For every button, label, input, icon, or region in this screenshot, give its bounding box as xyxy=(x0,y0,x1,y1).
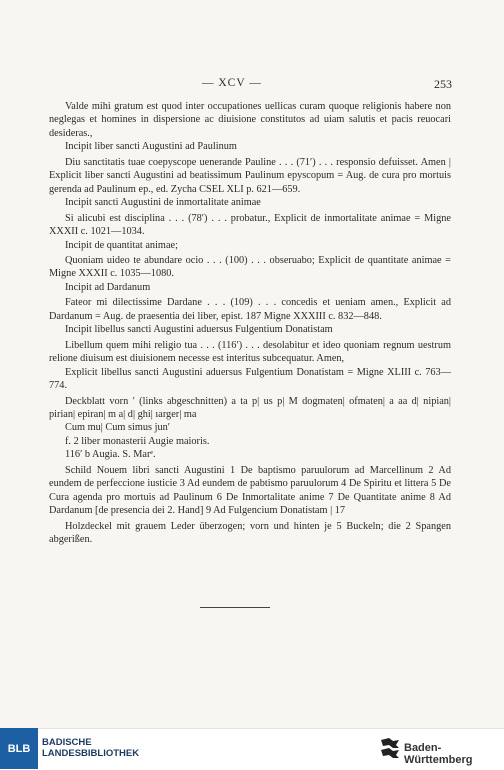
incipit-heading: Incipit ad Dardanum xyxy=(65,281,151,293)
blb-logo-icon[interactable]: BLB xyxy=(0,728,38,769)
text-paragraph: Si alicubi est disciplina . . . (78′) . . . probatur., Explicit de inmortalitate animae = Migne XXXII c. 1021—1034. xyxy=(49,212,451,238)
text-paragraph: Diu sanctitatis tuae coepyscope uenerande Pauline . . . (71′) . . . responsio defuisset. Amen | Explicit liber sancti Augustini ad beatissimum Paulinum epyscopum = Aug. de cura pro mortuis gerenda ad Paulinum ep., ed. Zycha CSEL XLI p. 621—659. xyxy=(49,156,451,195)
bw-label[interactable]: Baden-Württemberg xyxy=(404,742,473,766)
page-body xyxy=(49,100,451,547)
text-paragraph: Holzdeckel mit grauem Leder überzogen; vorn und hinten je 5 Buckeln; die 2 Spangen abgerißen. xyxy=(49,520,451,546)
text-paragraph: Valde mihi gratum est quod inter occupationes uellicas curam quoque religionis habere non neglegas et homines in dispersione ac diuisione constitutos ad uiam salutis et pacis reuocari desideras., xyxy=(49,101,451,139)
text-line: 116′ b Augia. S. Marᵉ. xyxy=(65,449,156,461)
text-paragraph: Fateor mi dilectissime Dardane . . . (109) . . . concedis et ueniam amen., Explicit ad Dardanum = Aug. de praesentia dei liber, epist. 187 Migne XXXIII c. 832—848. xyxy=(49,297,451,322)
text-paragraph: Explicit libellus sancti Augustini aduersus Fulgentium Donatistam = Migne XLIII c. 763—774. xyxy=(49,366,451,392)
text-line: Cum mu| Cum simus jun′ xyxy=(65,422,171,434)
incipit-heading: Incipit libellus sancti Augustini aduersus Fulgentium Donatistam xyxy=(65,324,333,336)
incipit-heading: Incipit de quantitat animae; xyxy=(65,239,178,251)
lions-crest-icon xyxy=(379,736,401,760)
page-number: 253 xyxy=(434,77,452,91)
end-rule xyxy=(200,607,270,608)
text-line: f. 2 liber monasterii Augie maioris. xyxy=(65,435,210,447)
text-paragraph: Deckblatt vorn ′ (links abgeschnitten) a ta p| us p| M dogmaten| ofmaten| a aa d| nipian| pirian| epiran| m a| d| ghi| ıarger| ma xyxy=(49,395,451,420)
blb-line2: LANDESBIBLIOTHEK xyxy=(42,748,140,759)
text-paragraph: Quoniam uideo te abundare ocio . . . (100) . . . obseruabo; Explicit de quantitate animae = Migne XXXII c. 1035—1080. xyxy=(49,254,451,280)
blb-label xyxy=(42,737,139,759)
text-paragraph: Schild Nouem libri sancti Augustini 1 De baptismo paruulorum ad Marcellinum 2 Ad eundem de perfeccione iusticie 3 Ad eundem de pabtismo paruulorum 4 De Spiritu et littera 5 De Cura agenda pro mortuis ad Paulinum 6 De Inmortalitate anime 7 De Quantitate anime 8 Ad Dardanum [de presencia dei 2. Hand] 9 Ad Fulgencium Donatistam | 17 xyxy=(49,464,451,517)
incipit-heading: Incipit sancti Augustini de inmortalitate animae xyxy=(65,197,261,209)
roman-page-number: — XCV — xyxy=(202,77,262,89)
blb-line1: BADISCHE xyxy=(42,737,92,748)
page-header xyxy=(0,77,504,93)
text-paragraph: Libellum quem mihi religio tua . . . (116′) . . . desolabitur et ideo quoniam regnum uestrum relione diuisum est diuisionem necesse est interitus subcequatur. Amen, xyxy=(49,339,451,365)
incipit-heading: Incipit liber sancti Augustini ad Paulinum xyxy=(65,141,237,153)
